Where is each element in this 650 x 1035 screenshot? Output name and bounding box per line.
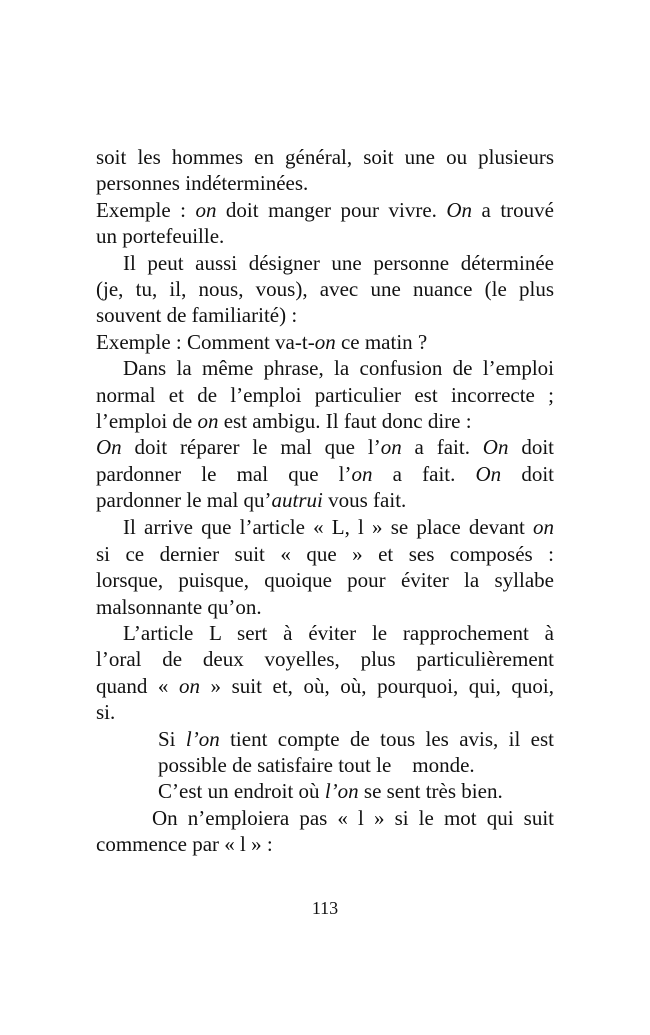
italic-run: on	[533, 515, 554, 540]
text-run: malsonnante qu’on.	[96, 594, 262, 619]
text-run: tient compte de tous les avis, il est	[219, 726, 554, 751]
text-line	[96, 514, 554, 540]
text-run: l’emploi de	[96, 408, 198, 433]
text-line	[96, 646, 554, 672]
page-body	[96, 144, 554, 858]
text-line	[96, 276, 554, 302]
text-run: pardonner le mal qu’	[96, 488, 272, 513]
text-run: Exemple :	[96, 197, 196, 222]
text-line	[96, 805, 554, 831]
text-line	[96, 831, 554, 857]
text-run: souvent de familiarité) :	[96, 303, 298, 328]
italic-run: On	[96, 435, 122, 460]
italic-run: on	[380, 435, 402, 460]
text-run: se sent très bien.	[358, 779, 503, 804]
text-run: a trouvé	[472, 197, 554, 222]
text-run: l’oral de deux voyelles, plus particulièrement	[96, 647, 554, 672]
italic-run: On	[482, 435, 509, 460]
text-run: commence par « l » :	[96, 832, 273, 857]
italic-run: on	[195, 197, 217, 222]
text-run: quand «	[96, 673, 179, 698]
text-line	[96, 408, 554, 434]
text-line	[96, 594, 554, 620]
text-run: si ce dernier suit « que » et ses composés :	[96, 541, 554, 566]
text-line	[96, 250, 554, 276]
page-number: 113	[311, 898, 339, 918]
text-run: a fait.	[401, 435, 483, 460]
italic-run: on	[178, 673, 200, 698]
italic-run: On	[446, 197, 473, 222]
example-line	[96, 752, 554, 778]
text-run: est ambigu. Il faut donc dire :	[218, 408, 472, 433]
text-run: Il peut aussi désigner une personne déterminée	[123, 250, 554, 275]
text-run: Si	[158, 726, 186, 751]
text-run: C’est un endroit où	[158, 779, 325, 804]
text-run: normal et de l’emploi particulier est incorrecte ;	[96, 382, 554, 407]
text-run: lorsque, puisque, quoique pour éviter la syllabe	[96, 568, 554, 593]
example-line	[96, 778, 554, 804]
text-line	[96, 382, 554, 408]
text-line	[96, 620, 554, 646]
text-line	[96, 487, 554, 513]
text-run: soit les hommes en général, soit une ou plusieurs	[96, 145, 554, 169]
text-line	[96, 567, 554, 593]
text-run: personnes indéterminées.	[96, 171, 309, 196]
example-line	[96, 726, 554, 752]
text-line	[96, 699, 554, 725]
text-run: Il arrive que l’article « L, l » se place devant	[123, 515, 533, 540]
italic-run: l’on	[324, 779, 359, 804]
text-run: doit réparer le mal que l’	[121, 435, 381, 460]
text-run: doit	[508, 435, 554, 460]
text-line	[96, 170, 554, 196]
text-line	[96, 461, 554, 487]
text-run: possible de satisfaire tout le monde.	[158, 752, 475, 777]
text-run: vous fait.	[322, 488, 407, 513]
text-run: » suit et, où, où, pourquoi, qui, quoi,	[199, 673, 554, 698]
italic-run: autrui	[271, 488, 323, 513]
text-run: Dans la même phrase, la confusion de l’emploi	[123, 356, 554, 381]
italic-run: on	[197, 408, 219, 433]
text-line	[96, 302, 554, 328]
text-line	[96, 673, 554, 699]
text-run: si.	[96, 700, 116, 725]
text-line	[96, 144, 554, 170]
text-line	[96, 197, 554, 223]
text-line	[96, 541, 554, 567]
text-run: un portefeuille.	[96, 224, 225, 249]
text-line	[96, 329, 554, 355]
italic-run: on	[314, 329, 336, 354]
text-run: a fait.	[372, 461, 476, 486]
text-run: On n’emploiera pas « l » si le mot qui suit	[152, 805, 554, 830]
text-run: Exemple : Comment va-t-	[96, 329, 315, 354]
text-line	[96, 434, 554, 460]
italic-run: On	[475, 461, 502, 486]
text-run: (je, tu, il, nous, vous), avec une nuance (le plus	[96, 276, 554, 301]
text-run: doit manger pour vivre.	[216, 197, 447, 222]
italic-run: on	[351, 461, 373, 486]
text-run: doit	[501, 461, 555, 486]
text-run: pardonner le mal que l’	[96, 461, 352, 486]
text-run: ce matin ?	[335, 329, 428, 354]
text-line	[96, 355, 554, 381]
text-run: L’article L sert à éviter le rapprochement à	[123, 621, 554, 646]
text-line	[96, 223, 554, 249]
italic-run: l’on	[185, 726, 220, 751]
